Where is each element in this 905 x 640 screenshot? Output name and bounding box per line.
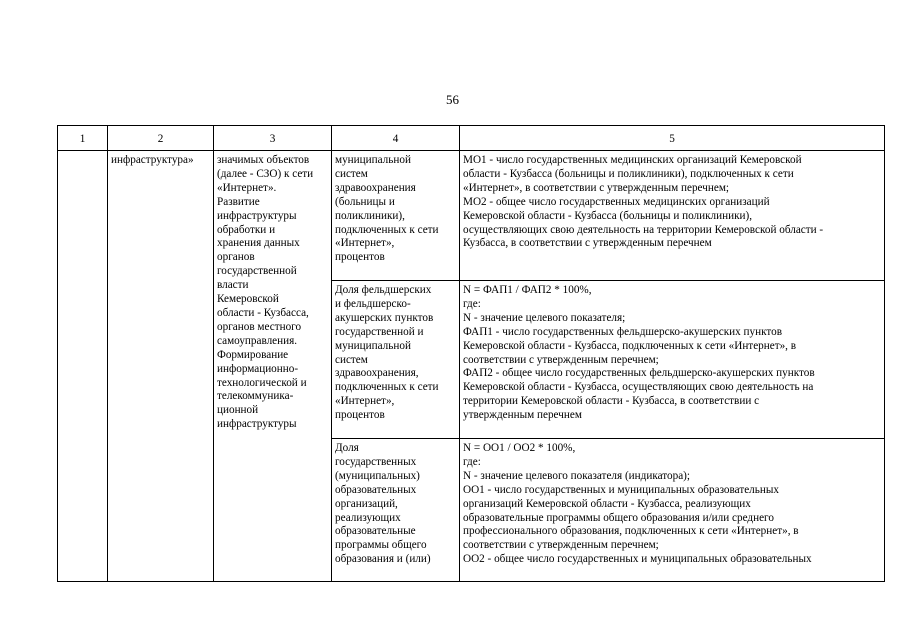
row1-col5-cell	[460, 151, 885, 281]
col3-cell	[214, 151, 332, 582]
col2-cell: инфраструктура»	[108, 151, 214, 582]
text-line: инфраструктуры	[217, 209, 297, 222]
text-line: обработки и	[217, 223, 276, 236]
row3-col5-lines	[463, 442, 881, 567]
text-line: хранения данных	[217, 237, 300, 250]
text-line: систем	[335, 167, 368, 180]
text-line: территории Кемеровской области - Кузбасса, в соответствии с	[463, 395, 760, 408]
text-line: ционной	[217, 404, 259, 417]
text-line: поликлиники),	[335, 209, 405, 222]
row1-col4-cell	[332, 151, 460, 281]
text-line: (далее - СЗО) к сети	[217, 167, 314, 180]
text-line: инфраструктуры	[217, 418, 297, 431]
page-number: 56	[446, 92, 459, 107]
text-line: N - значение целевого показателя (индикатора);	[463, 469, 690, 482]
col3-lines	[217, 154, 328, 432]
header-cell-5: 5	[460, 126, 885, 151]
text-line: Кемеровской области - Кузбасса, осуществляющих свою деятельность на	[463, 381, 814, 394]
text-line: Кузбасса, в соответствии с утвержденным перечнем	[463, 237, 712, 250]
text-line: государственных	[335, 455, 417, 468]
text-line: «Интернет», в соответствии с утвержденным перечнем;	[463, 181, 730, 194]
text-line: «Интернет»,	[335, 237, 395, 250]
text-line: Кемеровской	[217, 293, 279, 306]
text-line: ОО2 - общее число государственных и муниципальных образовательных	[463, 553, 812, 566]
col1-cell	[58, 151, 108, 582]
text-line: акушерских пунктов	[335, 311, 434, 324]
text-line: осуществляющих свою деятельность на территории Кемеровской области -	[463, 223, 824, 236]
text-line: образования и (или)	[335, 553, 431, 566]
text-line: процентов	[335, 409, 385, 422]
text-line: муниципальной	[335, 154, 411, 166]
text-line: информационно-	[217, 362, 299, 375]
text-line: области - Кузбасса,	[217, 306, 309, 319]
text-line: Развитие	[217, 195, 260, 208]
row3-col4-cell	[332, 439, 460, 582]
indicators-table	[57, 125, 885, 582]
header-cell-4: 4	[332, 126, 460, 151]
text-line: органов	[217, 251, 255, 264]
text-line: Доля	[335, 442, 359, 454]
text-line: соответствии с утвержденным перечнем;	[463, 539, 659, 552]
text-line: муниципальной	[335, 339, 411, 352]
row2-col4-lines	[335, 284, 456, 423]
text-line: Доля фельдшерских	[335, 284, 432, 296]
header-cell-1: 1	[58, 126, 108, 151]
table-row	[58, 151, 885, 281]
text-line: программы общего	[335, 539, 427, 552]
text-line: и фельдшерско-	[335, 297, 411, 310]
text-line: «Интернет»,	[335, 395, 395, 408]
text-line: N - значение целевого показателя;	[463, 311, 626, 324]
text-line: значимых объектов	[217, 154, 310, 166]
header-cell-2: 2	[108, 126, 214, 151]
text-line: «Интернет».	[217, 181, 277, 194]
text-line: соответствии с утвержденным перечнем;	[463, 353, 659, 366]
text-line: профессионального образования, подключенных к сети «Интернет», в	[463, 525, 799, 538]
text-line: Формирование	[217, 348, 289, 361]
text-line: самоуправления.	[217, 334, 298, 347]
text-line: (больницы и	[335, 195, 395, 208]
text-line: образовательных	[335, 483, 417, 496]
text-line: систем	[335, 353, 368, 366]
text-line: реализующих	[335, 511, 401, 524]
text-line: технологической и	[217, 376, 307, 389]
text-line: здравоохранения,	[335, 367, 419, 380]
row2-col4-cell	[332, 281, 460, 439]
row3-col4-lines	[335, 442, 456, 567]
text-line: МО2 - общее число государственных медицинских организаций	[463, 195, 770, 208]
text-line: ФАП1 - число государственных фельдшерско-акушерских пунктов	[463, 325, 782, 338]
text-line: организаций,	[335, 497, 398, 510]
text-line: Кемеровской области - Кузбасса (больницы и поликлиники),	[463, 209, 753, 222]
text-line: области - Кузбасса (больницы и поликлиники), подключенных к сети	[463, 167, 794, 180]
text-line: телекоммуника-	[217, 390, 294, 403]
text-line: государственной и	[335, 325, 424, 338]
text-line: образовательные программы общего образования и/или среднего	[463, 511, 774, 524]
row2-col5-lines	[463, 284, 881, 423]
text-line: МО1 - число государственных медицинских организаций Кемеровской	[463, 154, 802, 166]
text-line: образовательные	[335, 525, 416, 538]
row3-col5-cell	[460, 439, 885, 582]
row2-col5-cell	[460, 281, 885, 439]
text-line: ФАП2 - общее число государственных фельдшерско-акушерских пунктов	[463, 367, 815, 380]
text-line: здравоохранения	[335, 181, 416, 194]
table-header-row	[58, 126, 885, 151]
text-line: организаций Кемеровской области - Кузбасса, реализующих	[463, 497, 751, 510]
text-line: процентов	[335, 251, 385, 264]
row1-col5-lines	[463, 154, 881, 251]
row1-col4-lines	[335, 154, 456, 265]
text-line: (муниципальных)	[335, 469, 420, 482]
text-line: N = ОО1 / ОО2 * 100%,	[463, 442, 576, 454]
header-cell-3: 3	[214, 126, 332, 151]
text-line: подключенных к сети	[335, 381, 439, 394]
text-line: где:	[463, 455, 481, 468]
text-line: ОО1 - число государственных и муниципальных образовательных	[463, 483, 779, 496]
text-line: власти	[217, 279, 249, 292]
text-line: органов местного	[217, 320, 302, 333]
text-line: подключенных к сети	[335, 223, 439, 236]
text-line: где:	[463, 297, 481, 310]
text-line: государственной	[217, 265, 297, 278]
text-line: утвержденным перечнем	[463, 409, 582, 422]
text-line: N = ФАП1 / ФАП2 * 100%,	[463, 284, 592, 296]
text-line: Кемеровской области - Кузбасса, подключенных к сети «Интернет», в	[463, 339, 797, 352]
